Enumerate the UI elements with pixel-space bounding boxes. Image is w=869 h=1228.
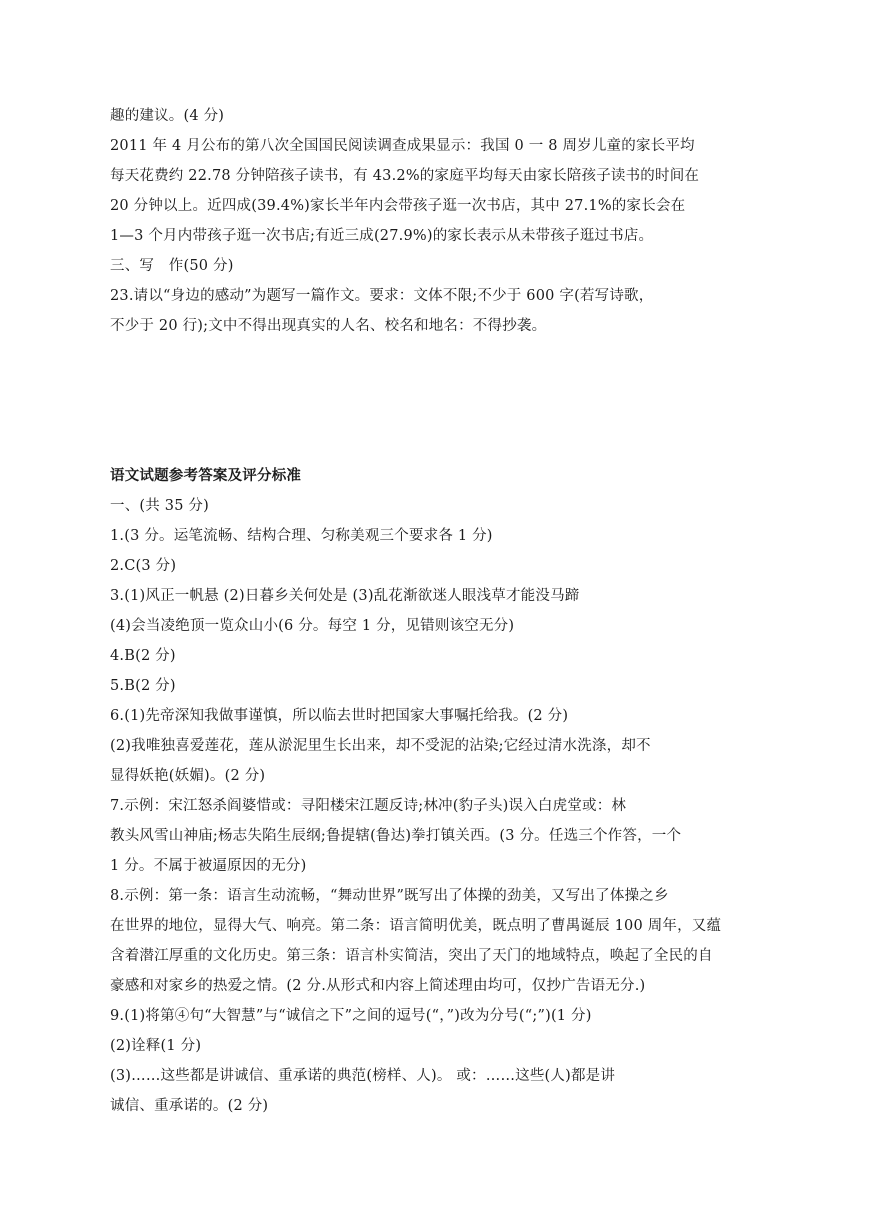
- answer-line: 显得妖艳(妖媚)。(2 分): [110, 768, 266, 784]
- answer-line: (2)诠释(1 分): [110, 1038, 202, 1054]
- answer-line: 5.B(2 分): [110, 678, 176, 694]
- answer-line: 4.B(2 分): [110, 648, 176, 664]
- answer-line: 教头风雪山神庙;杨志失陷生辰纲;鲁提辖(鲁达)拳打镇关西。(3 分。任选三个作答，一个: [110, 828, 682, 844]
- answer-line: 8.示例：第一条：语言生动流畅，“舞动世界”既写出了体操的劲美，又写出了体操之乡: [110, 888, 669, 904]
- answer-line: 9.(1)将第④句“大智慧”与“诚信之下”之间的逗号(“，”)改为分号(“;”)(1 分): [110, 1008, 592, 1024]
- answers-title: 语文试题参考答案及评分标准: [110, 467, 302, 484]
- answer-line: 一、(共 35 分): [110, 498, 209, 514]
- answer-line: 豪感和对家乡的热爱之情。(2 分.从形式和内容上简述理由均可，仅抄广告语无分.): [110, 978, 646, 994]
- answer-line: (3)……这些都是讲诚信、重承诺的典范(榜样、人)。 或：……这些(人)都是讲: [110, 1068, 616, 1084]
- answer-line: 7.示例：宋江怒杀阎婆惜或：寻阳楼宋江题反诗;林冲(豹子头)误入白虎堂或：林: [110, 798, 627, 814]
- text-line: 每天花费约 22.78 分钟陪孩子读书，有 43.2%的家庭平均每天由家长陪孩子读书的时间在: [110, 168, 700, 184]
- answer-line: 6.(1)先帝深知我做事谨慎，所以临去世时把国家大事嘱托给我。(2 分): [110, 708, 569, 724]
- answer-line: 2.C(3 分): [110, 558, 177, 574]
- text-line: 23.请以“身边的感动”为题写一篇作文。要求：文体不限;不少于 600 字(若写诗歌，: [110, 288, 654, 304]
- text-line: 2011 年 4 月公布的第八次全国国民阅读调查成果显示：我国 0 一 8 周岁儿童的家长平均: [110, 138, 695, 154]
- text-line: 趣的建议。(4 分): [110, 108, 225, 124]
- answer-line: 3.(1)风正一帆悬 (2)日暮乡关何处是 (3)乱花渐欲迷人眼浅草才能没马蹄: [110, 588, 580, 604]
- answer-line: (4)会当凌绝顶一览众山小(6 分。每空 1 分，见错则该空无分): [110, 618, 515, 634]
- answer-line: 1 分。不属于被逼原因的无分): [110, 858, 307, 874]
- text-line: 1—3 个月内带孩子逛一次书店;有近三成(27.9%)的家长表示从未带孩子逛过书店。: [110, 228, 654, 244]
- answer-line: 诚信、重承诺的。(2 分): [110, 1098, 269, 1114]
- answer-line: (2)我唯独喜爱莲花，莲从淤泥里生长出来，却不受泥的沾染;它经过清水洗涤，却不: [110, 738, 651, 754]
- text-line: 不少于 20 行);文中不得出现真实的人名、校名和地名：不得抄袭。: [110, 318, 547, 334]
- answer-line: 在世界的地位，显得大气、响亮。第二条：语言简明优美，既点明了曹禺诞辰 100 周年，又蕴: [110, 918, 722, 934]
- text-line: 20 分钟以上。近四成(39.4%)家长半年内会带孩子逛一次书店，其中 27.1%的家长会在: [110, 198, 686, 214]
- answer-line: 含着潜江厚重的文化历史。第三条：语言朴实简洁，突出了天门的地域特点，唤起了全民的自: [110, 948, 713, 964]
- answer-line: 1.(3 分。运笔流畅、结构合理、匀称美观三个要求各 1 分): [110, 528, 493, 544]
- section-heading: 三、写 作(50 分): [110, 258, 234, 274]
